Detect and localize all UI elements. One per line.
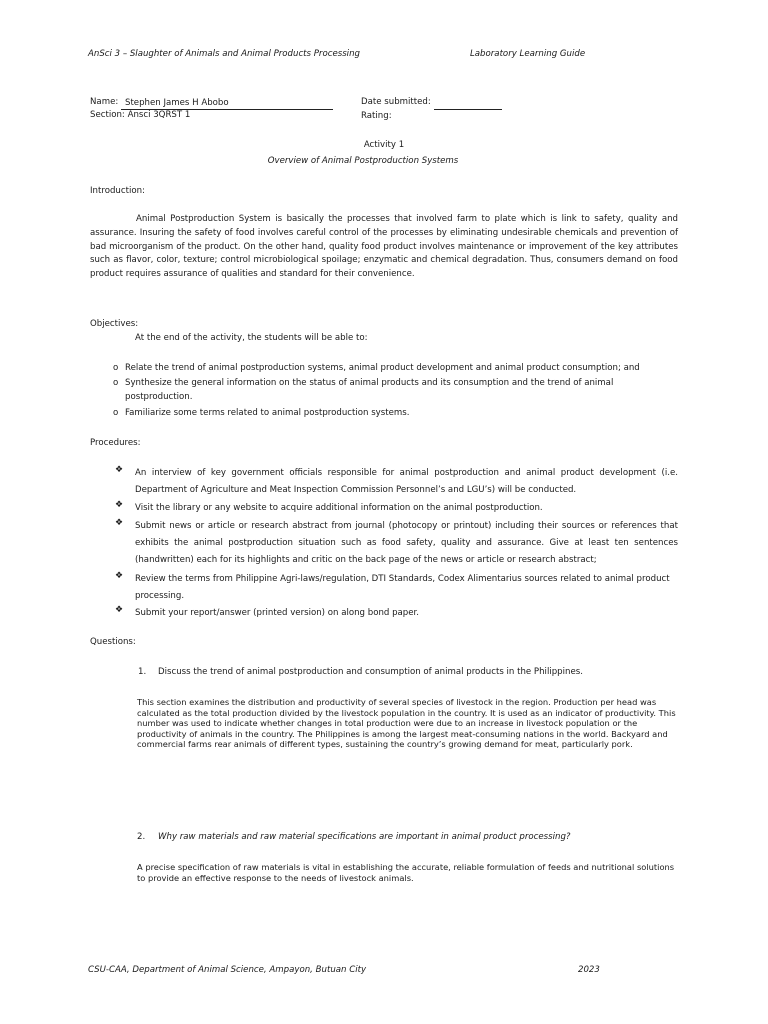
section-label: Section: [90,110,125,120]
footer-institution: CSU-CAA, Department of Animal Science, Ampayon, Butuan City [88,965,367,975]
objective-item: o Relate the trend of animal postproduction systems, animal product development and animal product consumption; and [113,362,678,376]
diamond-bullet-icon: ❖ [115,500,124,510]
answer-2: A precise specification of raw materials is vital in establishing the accurate, reliable formulation of feeds and nutritional solutions to provide an effective response to the needs of livestock animals. [137,862,675,883]
question-1: Discuss the trend of animal postproduction and consumption of animal products in the Philippines. [158,667,583,677]
question-2: Why raw materials and raw material specifications are important in animal product processing? [158,832,571,842]
rating-label: Rating: [361,111,392,121]
procedure-item: ❖ Review the terms from Philippine Agri-laws/regulation, DTI Standards, Codex Alimentarius sources related to animal product processing. [115,571,670,602]
procedure-item: ❖ An interview of key government officials responsible for animal postproduction and animal product development (i.e. Department of Agriculture and Meat Inspection Commission Personnel’s and LGU’s) will be conducted. [115,465,678,496]
activity-title: Overview of Animal Postproduction Systems [267,156,459,166]
question-number: 1. [138,667,147,677]
introduction-body: Animal Postproduction System is basically the processes that involved farm to plate which is link to safety, quality and assurance. Insuring the safety of food involves careful control of the processes by eliminating undesirable chemicals and prevention of bad microorganism of the product. On the other hand, quality food product involves maintenance or improvement of the key attributes such as flavor, color, texture; control microbiological spoilage; enzymatic and chemical degradation. Thus, consumers demand on food product requires assurance of qualities and standard for their convenience. [90,214,678,279]
procedure-item: ❖ Submit news or article or research abstract from journal (photocopy or printout) including their sources or references that exhibits the animal postproduction situation such as food safety, quality and assurance. Give at least ten sentences (handwritten) each for its highlights and critic on the back page of the news or article or research abstract; [115,518,678,566]
date-blank [434,99,502,110]
header-course: AnSci 3 – Slaughter of Animals and Animal Products Processing [88,49,360,59]
questions-heading: Questions: [90,637,136,647]
date-line [361,96,502,110]
objectives-lead: At the end of the activity, the students will be able to: [135,333,368,343]
diamond-bullet-icon: ❖ [115,605,124,615]
bullet-icon: o [113,363,119,373]
diamond-bullet-icon: ❖ [115,571,124,581]
footer-year: 2023 [578,965,600,975]
section-value: Ansci 3QRST 1 [127,110,191,120]
name-line [90,96,333,110]
diamond-bullet-icon: ❖ [115,518,124,528]
objectives-heading: Objectives: [90,319,139,329]
bullet-icon: o [113,378,119,388]
procedure-item: ❖ Visit the library or any website to acquire additional information on the animal postproduction. [115,500,543,513]
diamond-bullet-icon: ❖ [115,465,124,475]
name-label: Name: [90,97,119,107]
answer-1: This section examines the distribution and productivity of several species of livestock in the region. Production per head was calculated as the total production divided by the livestock population in the country. It is used as an indicator of productivity. This number was used to indicate whether changes in total production were due to an increase in livestock population or the productivity of animals in the country. The Philippines is among the largest meat-consuming nations in the world. Backyard and commercial farms rear animals of different types, sustaining the country’s growing demand for meat, particularly pork. [137,697,676,750]
procedures-heading: Procedures: [90,438,141,448]
procedure-item: ❖ Submit your report/answer (printed version) on along bond paper. [115,605,420,618]
introduction-heading: Introduction: [90,186,145,196]
header-guide: Laboratory Learning Guide [470,49,586,59]
date-label: Date submitted: [361,97,431,107]
section-line [90,109,190,123]
bullet-icon: o [113,408,119,418]
objective-item: o Synthesize the general information on the status of animal products and its consumption and the trend of animal postproduction. [113,378,614,402]
objective-item: o Familiarize some terms related to animal postproduction systems. [113,407,678,421]
question-number: 2. [137,832,146,842]
name-value: Stephen James H Abobo [121,98,333,110]
activity-number: Activity 1 [363,140,405,150]
